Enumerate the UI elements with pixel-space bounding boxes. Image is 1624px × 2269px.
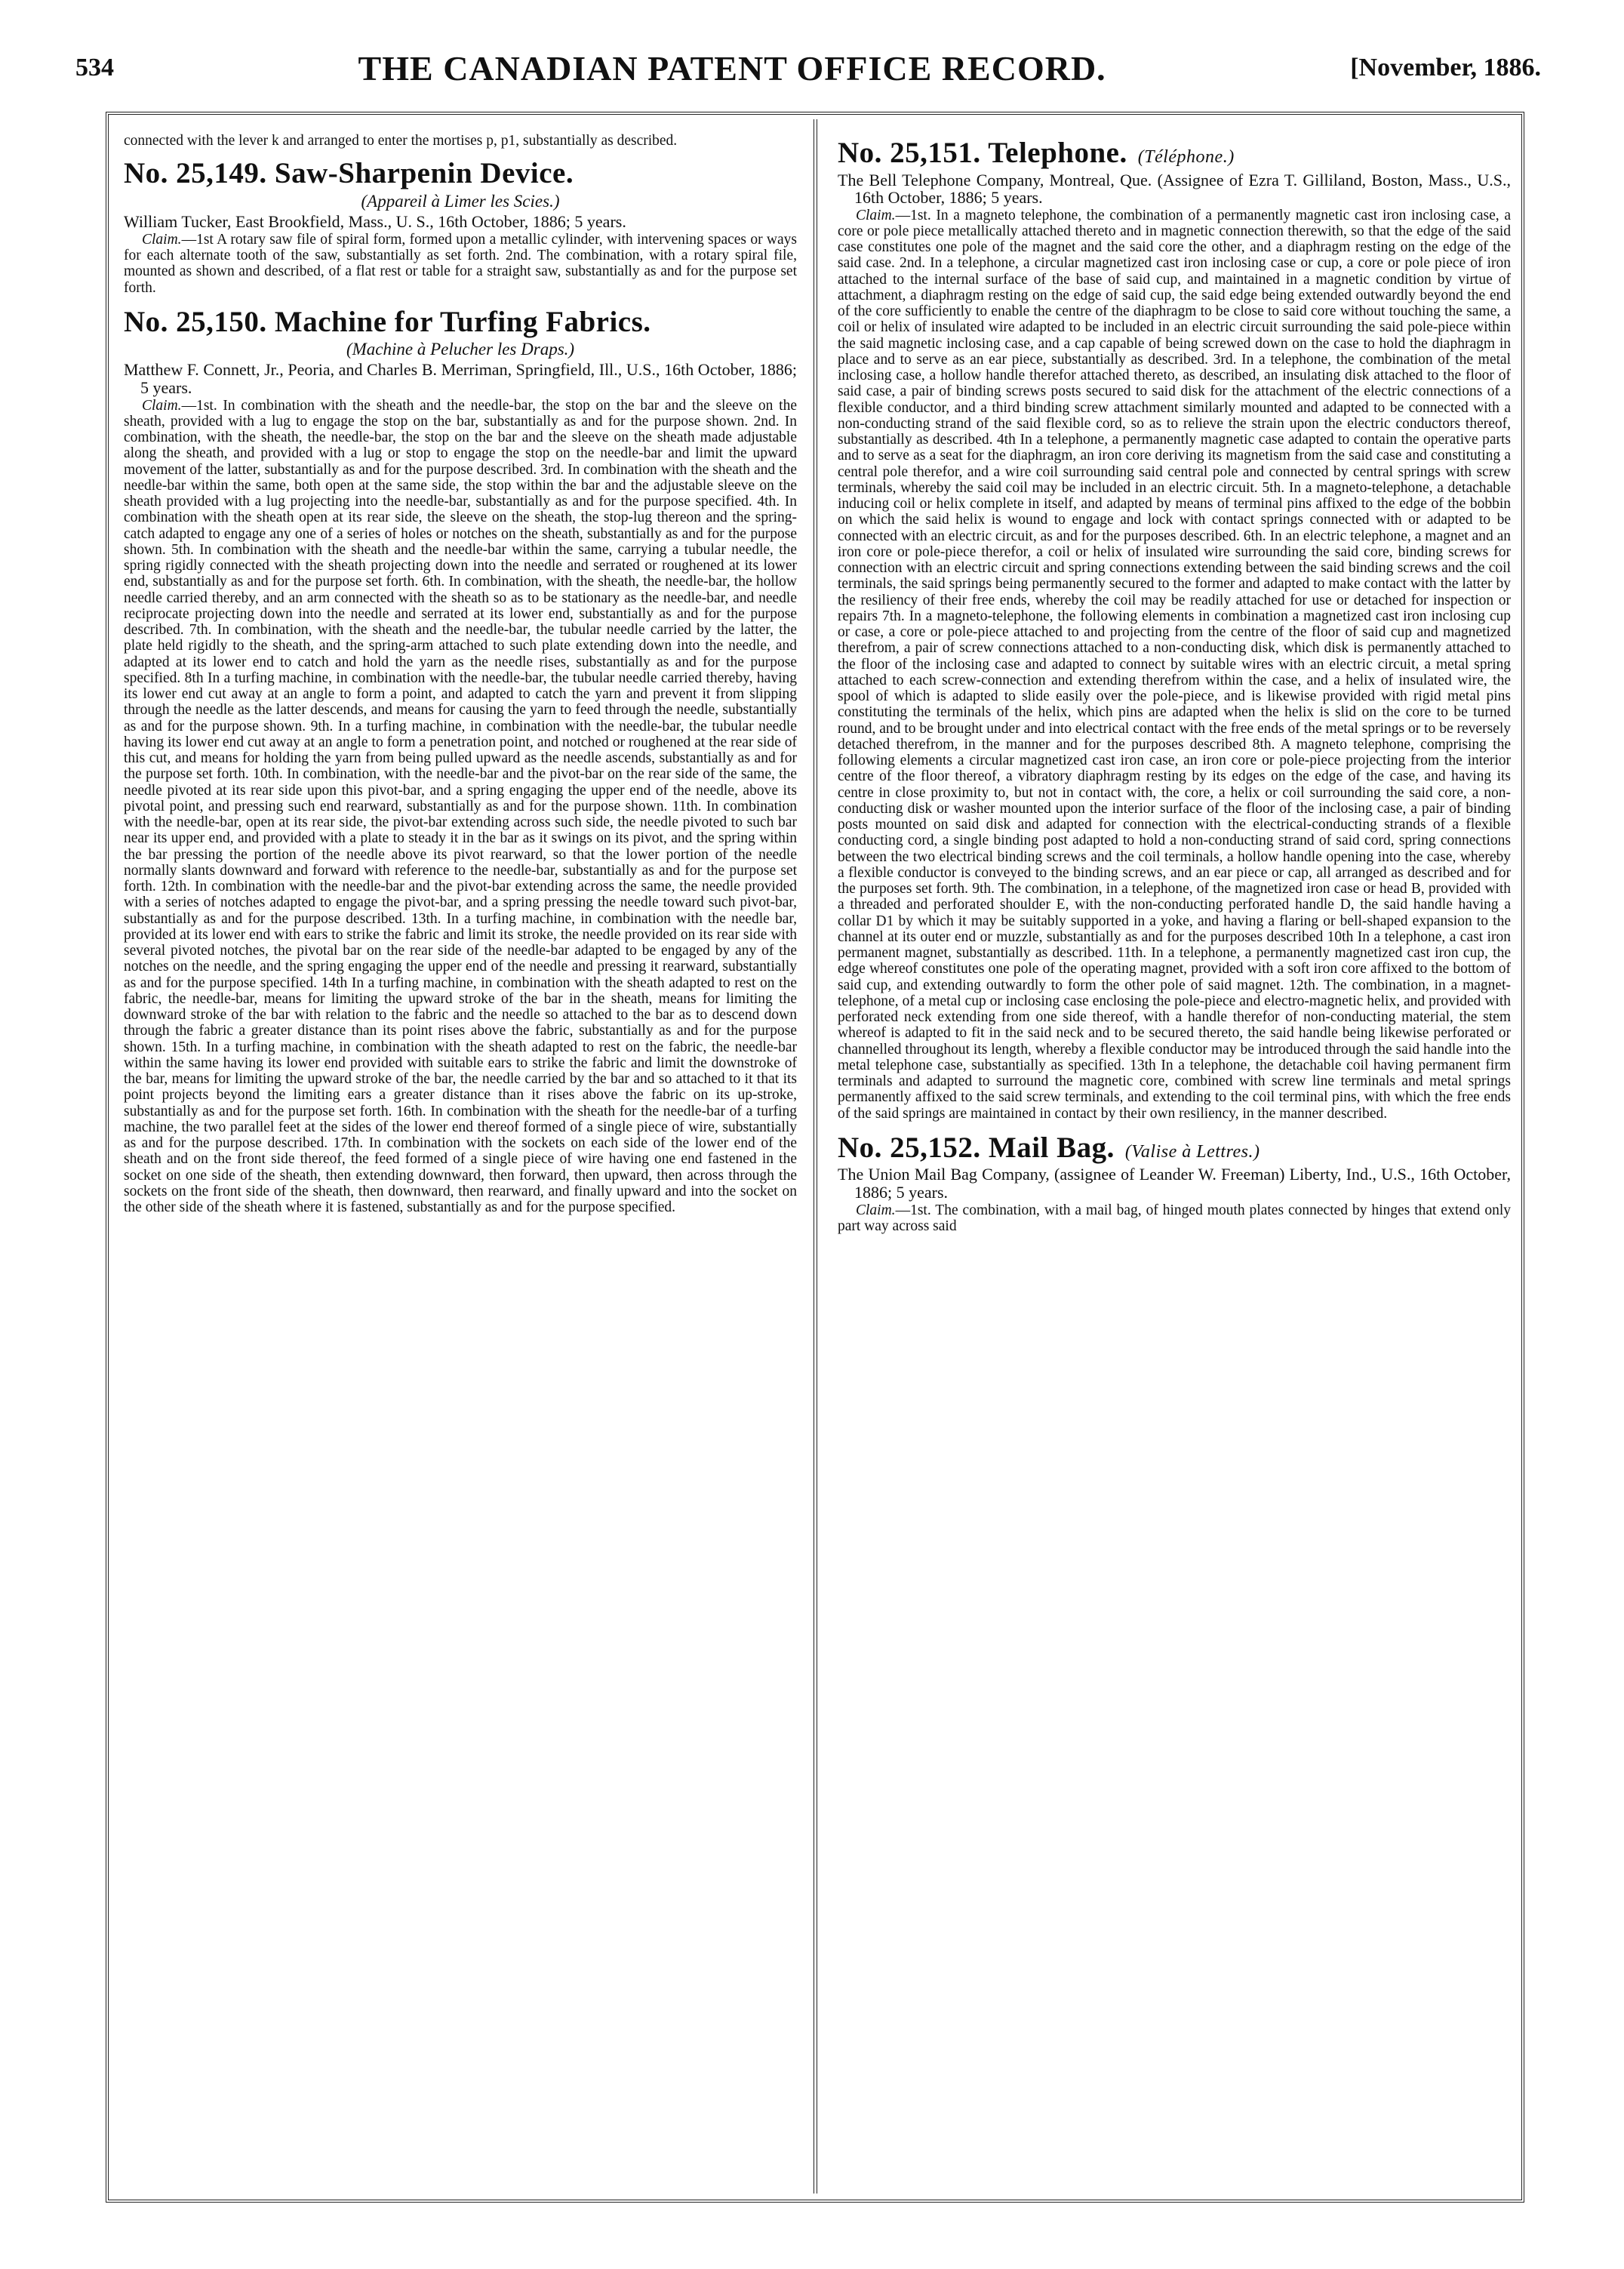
claim-label: Claim. bbox=[856, 207, 896, 223]
claim-text: —1st. In combination with the sheath and the needle-bar, the stop on the bar and the sleeve on the sheath, provided with a lug to engage the stop on the bar, substantially as and for the purpose shown. 2nd. In combination, with the sheath, the needle-bar, the stop on the bar and the sleeve on the sheath made adjustable along the sheath, and provided with a lug or stop to engage the stop on the needle-bar and limit the upward movement of the latter, substantially as and for the purpose described. 3rd. In combination with the sheath and the needle-bar within the same, both open at the same side, the stop within the bar and the adjustable sleeve on the sheath provided with a lug projecting into the needle-bar, substantially as and for the purpose specified. 4th. In combination with the sheath open at its rear side, the sleeve on the sheath, the stop-lug thereon and the spring-catch adapted to engage any one of a series of holes or notches on the sheath, substantially as and for the purpose shown. 5th. In combination with the sheath and the needle-bar within the same, carrying a tubular needle, the spring rigidly connected with the sheath projecting down into the needle and serrated or roughened at its lower end, substantially as and for the purpose set forth. 6th. In combination, with the sheath, the needle-bar, the hollow needle carried thereby, and an arm connected with the sheath so as to be stationary as the needle-bar, and needle reciprocate projecting down into the needle and serrated at its lower end, substantially as and for the purpose described. 7th. In combination, with the sheath and the needle-bar, the tubular needle carried by the latter, the plate held rigidly to the sheath, and the spring-arm attached to such plate extending down into the needle, and adapted at its lower end to catch and hold the yarn as the needle rises, substantially as and for the purpose specified. 8th In a turfing machine, in combination with the needle-bar, the tubular needle carried thereby, having its lower end cut away at an angle to form a point, and adapted to catch the yarn and prevent it from slipping through the needle as the latter descends, and means for causing the yarn to feed through the needle, substantially as and for the purpose shown. 9th. In a turfing machine, in combination with the needle-bar, the tubular needle having its lower end cut away at an angle to form a penetration point, and notched or roughened at the rear side of this cut, and means for holding the yarn from being pulled upward as the needle ascends, substantially as and for the purpose set forth. 10th. In combination, with the needle-bar and the pivot-bar on the rear side of the same, the needle pivoted at its rear side upon this pivot-bar, and a spring engaging the upper end of the needle, above its pivotal point, and pressing such end rearward, substantially as and for the purpose shown. 11th. In combination with the needle-bar, open at its rear side, the pivot-bar extending across such side, the needle pivoted to such bar near its upper end, and provided with a plate to steady it in the bar as it swings on its pivot, and the spring within the bar pressing the portion of the needle above its pivot rearward, so that the lower portion of the needle normally slants downward and forward with reference to the needle-bar, substantially as and for the purpose set forth. 12th. In combination with the needle-bar and the pivot-bar extending across the same, the needle provided with a series of notches adapted to engage the pivot-bar, and a spring pressing the needle toward such pivot-bar, substantially as and for the purpose described. 13th. In a turfing machine, in combination with the needle bar, provided at its lower end with ears to strike the fabric and limit its stroke, the needle provided on its rear side with several pivoted notches, the pivotal bar on the rear side of the needle-bar adapted to be engaged by any of the notches on the needle, and the spring engaging the upper end of the needle and pressing it rearward, substantially as and for the purpose specified. 14th In a turfing machine, in combination with the sheath adapted to rest on the fabric, the needle-bar, means for limiting the upward stroke of the bar in the sheath, means for limiting the downward stroke of the bar with relation to the fabric and the needle so attached to the bar as to descend down through the fabric a greater distance than its point rises above the fabric, substantially as and for the purpose shown. 15th. In a turfing machine, in combination with the sheath adapted to rest on the fabric, the needle-bar within the same having its lower end provided with suitable ears to strike the fabric and limit the downstroke of the bar, means for limiting the upward stroke of the bar, the needle carried by the bar and so attached to it that its point projects beyond the limiting ears a greater distance than it rises above the fabric on its up-stroke, substantially as and for the purpose set forth. 16th. In combination with the sheath for the needle-bar of a turfing machine, the two parallel feet at the sides of the lower end thereof formed of a single piece of wire, substantially as and for the purpose described. 17th. In combination with the sockets on each side of the lower end of the sheath and on the front side thereof, the feed formed of a single piece of wire having one end fastened in the socket on one side of the sheath, then extending downward, then forward, then upward, then across through the sockets on the front side of the sheath, then downward, then rearward, and finally upward and into the socket on the other side of the sheath where it is fastened, substantially as and for the purpose specified. bbox=[124, 397, 797, 1216]
patent-entry-25150 bbox=[124, 306, 797, 1216]
patent-entry-25149 bbox=[124, 158, 797, 296]
running-head bbox=[75, 44, 1541, 92]
continuation-text: connected with the lever k and arranged to enter the mortises p, p1, substantially as described. bbox=[124, 133, 678, 149]
patent-grantee: The Bell Telephone Company, Montreal, Que. (Assignee of Ezra T. Gilliland, Boston, Mass., U.S., 16th October, 1886; 5 years. bbox=[838, 170, 1511, 207]
french-title: (Téléphone.) bbox=[1137, 147, 1235, 167]
patent-heading bbox=[838, 1132, 1511, 1165]
patent-claims bbox=[838, 208, 1511, 1122]
patent-claims bbox=[124, 398, 797, 1216]
journal-title: THE CANADIAN PATENT OFFICE RECORD. bbox=[358, 48, 1106, 88]
french-title: (Appareil à Limer les Scies.) bbox=[361, 191, 560, 211]
claim-text: —1st. In a magneto telephone, the combination of a permanently magnetic cast iron inclosing case, a core or pole piece metallically attached thereto and in magnetic connection therewith, so that the edge of the said case constitutes one pole of the magnet and the said core the other, and a diaphragm resting on the edge of the said case. 2nd. In a telephone, a circular magnetized cast iron inclosing case or cup, a core or pole piece of iron attached to the internal surface of the base of said cup, and maintained in a magnetic condition by virtue of attachment, a diaphragm resting on the edge of said cup, the said edge being extended outwardly beyond the end of the core sufficiently to enable the centre of the diaphragm to be close to said core without touching the same, a coil or helix of insulated wire adapted to be included in an electric circuit surrounding the said pole-piece within the said magnetic inclosing case, and a cap capable of being screwed down on the case to hold the diaphragm in place and to serve as an ear piece, substantially as described. 3rd. In a telephone, the combination of the metal inclosing case, a hollow handle therefor attached thereto, as described, an insulating disk attached to the floor of said case, a pair of binding screws posts secured to said disk for the attachment of the electric connections of a flexible conductor, and a third binding screw attachment similarly mounted and adapted to be connected with a non-conducting strand of the said flexible cord, so as to relieve the strain upon the electric conductors thereof, substantially as described. 4th In a telephone, a permanently magnetic case adapted to contain the operative parts and to serve as a seat for the diaphragm, an iron core deriving its magnetism from the said case and constituting a central pole therefor, and a wire coil surrounding said central pole and connected by central springs with screw terminals, whereby the said coil may be included in an electric circuit. 5th. In a magneto-telephone, a detachable inducing coil or helix complete in itself, and adapted by means of terminal pins affixed to the edge of the bobbin on which the said helix is wound to engage and lock with contact springs connected with or adapted to be connected with an electric circuit, as and for the purposes described. 6th. In an electric telephone, a magnet and an iron core or pole-piece therefor, a coil or helix of insulated wire surrounding the said core, binding screws for connection with an electric circuit and spring connections extending between the said binding screws and the coil terminals, the said springs being permanently secured to the former and adapted to make contact with the latter by the resiliency of their free ends, whereby the coil may be readily attached for use or detached for inspection or repairs 7th. In a magneto-telephone, the following elements in combination a magnetized cast iron inclosing cup or case, a core or pole-piece attached to and projecting from the centre of the floor of said cup and magnetized therefrom, a pair of screw connections attached to a non-conducting disk, which disk is permanently attached to the floor of the inclosing case and adapted to connect by suitable wires with an electric circuit, a metal spring attached to each screw-connection and extending therefrom within the case, and a helix of insulated wire, the spool of which is adapted to slide easily over the pole-piece, and is likewise provided with rigid metal pins constituting the terminals of the helix, which pins are adapted when the helix is slid on the core to be turned round, and to be brought under and into electrical contact with the free ends of the metal springs or to be reversely detached therefrom, in the manner and for the purposes described 8th. A magneto telephone, comprising the following elements a circular magnetized cast iron case, an iron core or pole-piece projecting from the interior centre of the floor thereof, a vibratory diaphragm resting by its edges on the edge of the case, and having its centre in close proximity to, but not in contact with, the core, a helix or coil surrounding the said core, a non-conducting disk or washer mounted upon the interior surface of the floor of the inclosing case, a pair of binding posts mounted on said disk and adapted for connection with the electrical-conducting strands of a flexible conducting cord, a single binding post adapted to hold a non-conducting strand of said cord, spring connections between the two electrical binding screws and the coil terminals, a hollow handle opening into the case, whereby a flexible conductor is conveyed to the binding screws, and an ear piece or cap, all arranged as described and for the purposes set forth. 9th. The combination, in a telephone, of the magnetized iron case or head B, provided with a threaded and perforated shoulder E, with the non-conducting perforated handle D, the said handle having a collar D1 by which it may be suitably supported in a yoke, and having a flaring or bell-shaped expansion to the channel at its outer end or muzzle, substantially as and for the purposes described 10th In a telephone, a cast iron permanent magnet, substantially as described. 11th. In a telephone, a permanently magnetized cast iron cup, the edge whereof constitutes one pole of the operating magnet, provided with a soft iron core affixed to the bottom of said cup, and extending outwardly to form the other pole of said magnet. 12th. The combination, in a magnet-telephone, of a metal cup or inclosing case enclosing the pole-piece and electro-magnetic helix, and provided with perforated neck extending from one side thereof, with a handle therefor of non-conducting material, the stem whereof is adapted to fit in the said neck and to be secured thereto, the said handle being likewise perforated or channelled throughout its length, whereby a flexible conductor may be introduced through the said handle into the metal telephone case, substantially as specified. 13th In a telephone, the detachable coil having permanent firm terminals and adapted to surround the magnetic core, combined with screw line terminals and metal springs permanently affixed to the said screw terminals, and extending to the coil terminal pins, with which the free ends of the said springs are maintained in contact by their own resiliency, in the manner described. bbox=[838, 207, 1511, 1122]
issue-date: [November, 1886. bbox=[1350, 54, 1541, 82]
patent-entry-25151 bbox=[838, 137, 1511, 1122]
claim-label: Claim. bbox=[856, 1202, 896, 1218]
patent-claims bbox=[838, 1202, 1511, 1235]
right-column bbox=[838, 133, 1511, 2187]
column-divider bbox=[814, 119, 817, 2194]
patent-grantee: Matthew F. Connett, Jr., Peoria, and Charles B. Merriman, Springfield, Ill., U.S., 16th October, 1886; 5 years. bbox=[124, 360, 797, 397]
patent-heading: No. 25,149. Saw-Sharpenin Device. bbox=[124, 157, 574, 190]
patent-grantee: William Tucker, East Brookfield, Mass., U. S., 16th October, 1886; 5 years. bbox=[124, 211, 626, 231]
page-number: 534 bbox=[75, 54, 114, 82]
patent-heading bbox=[838, 137, 1511, 170]
patent-number-title: No. 25,152. Mail Bag. bbox=[838, 1131, 1115, 1164]
claim-text: —1st A rotary saw file of spiral form, formed upon a metallic cylinder, with intervening spaces or ways for each alternate tooth of the saw, substantially as set forth. 2nd. The combination, with a rotary spiral file, mounted as shown and described, of a flat rest or table for a straight saw, substantially as and for the purpose set forth. bbox=[124, 231, 797, 296]
patent-heading: No. 25,150. Machine for Turfing Fabrics. bbox=[124, 305, 651, 338]
patent-entry-25152 bbox=[838, 1132, 1511, 1234]
patent-grantee: The Union Mail Bag Company, (assignee of Leander W. Freeman) Liberty, Ind., U.S., 16th October, 1886; 5 years. bbox=[838, 1165, 1511, 1202]
claim-text: —1st. The combination, with a mail bag, of hinged mouth plates connected by hinges that extend only part way across said bbox=[838, 1202, 1511, 1234]
patent-number-title: No. 25,151. Telephone. bbox=[838, 137, 1127, 169]
claim-label: Claim. bbox=[142, 231, 182, 248]
french-title: (Machine à Pelucher les Draps.) bbox=[346, 340, 575, 359]
claim-label: Claim. bbox=[142, 397, 182, 414]
french-title: (Valise à Lettres.) bbox=[1124, 1141, 1260, 1162]
left-column bbox=[124, 133, 797, 2187]
patent-claims bbox=[124, 232, 797, 296]
